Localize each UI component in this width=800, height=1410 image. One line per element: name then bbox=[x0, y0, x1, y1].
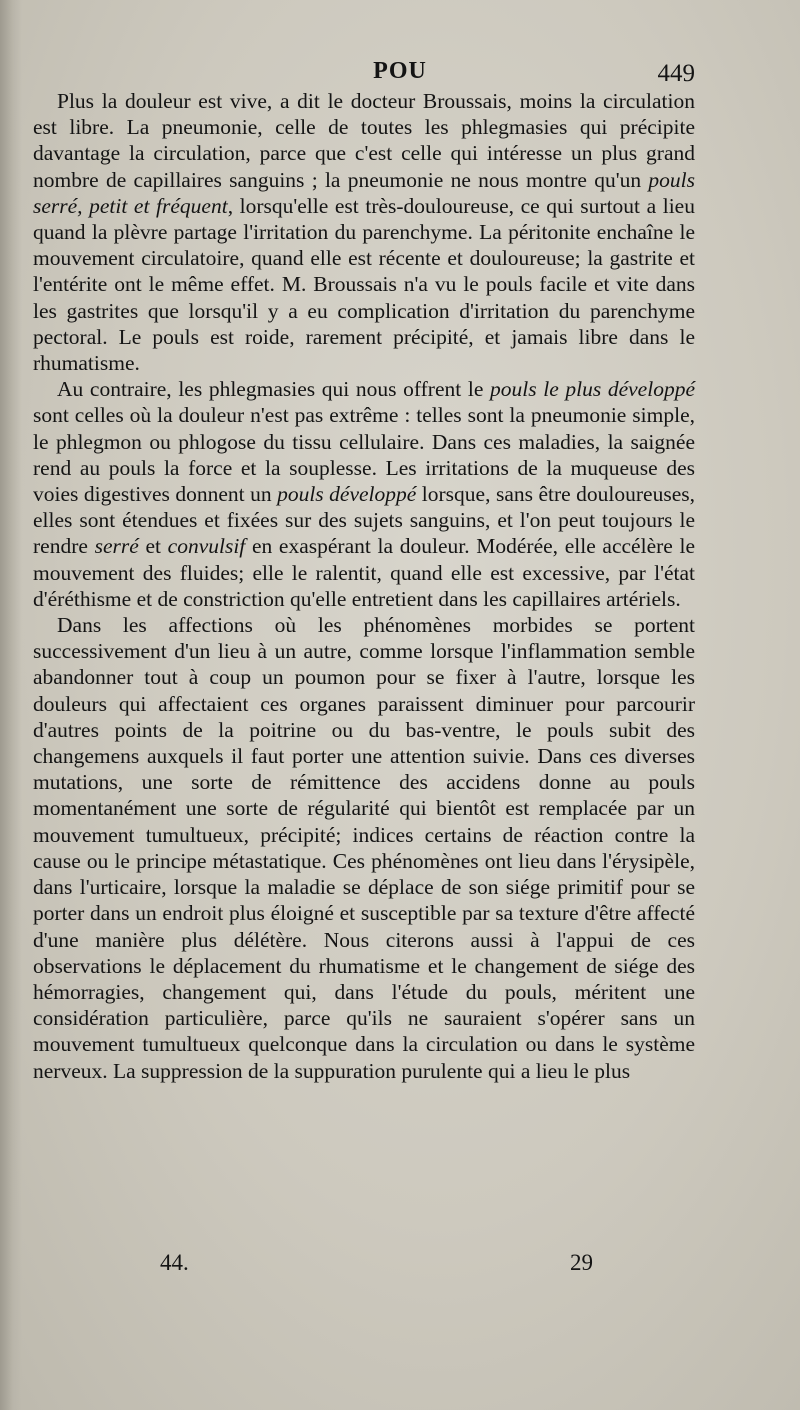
text-run: et bbox=[138, 534, 168, 559]
text-run: , lorsqu'elle est très-douloureuse, ce qui surtout a lieu quand la plèvre partage l'irritation du parenchyme. La péritonite enchaîne le mouvement circulatoire, quand elle est récente et douloureuse; la gastrite et l'entérite ont le même effet. M. Broussais n'a vu le pouls facile et vite dans les gastrites que lorsqu'il y a eu complication d'irritation du parenchyme pectoral. Le pouls est roide, rarement précipité, et jamais libre dans le rhumatisme. bbox=[33, 193, 695, 376]
text-run: en exaspérant la douleur. Modérée, elle accélère le mouvement des fluides; elle le ralentit, quand elle est excessive, par l'état d'éréthisme et de constriction qu'elle entretient dans les capillaires artériels. bbox=[33, 534, 696, 611]
paragraph bbox=[33, 612, 695, 1084]
italic-run: pouls serré, petit et fréquent bbox=[33, 167, 695, 218]
page-number: 449 bbox=[657, 60, 695, 87]
italic-run: serré bbox=[94, 534, 139, 559]
paragraph bbox=[33, 376, 695, 612]
running-head: POU bbox=[373, 58, 427, 84]
text-run: sont celles où la douleur n'est pas extrême : telles sont la pneumonie simple, le phlegmon ou phlogose du tissu cellulaire. Dans ces maladies, la saignée rend au pouls la force et la souplesse. Les irritations de la muqueuse des voies digestives donnent un bbox=[33, 403, 695, 507]
text-run: Dans les affections où les phénomènes morbides se portent successivement d'un lieu à un autre, comme lorsque l'inflammation semble abandonner tout à coup un poumon pour se fixer à l'autre, lorsque les douleurs qui affectaient ces organes paraissent diminuer pour parcourir d'autres points de la poitrine ou du bas-ventre, le pouls subit des changemens auxquels il faut porter une attention suivie. Dans ces diverses mutations, une sorte de rémittence des accidens donne au pouls momentanément une sorte de régularité qui bientôt est remplacée par un mouvement tumultueux, précipité; indices certains de réaction contre la cause ou le principe métastatique. Ces phénomènes ont lieu dans l'érysipèle, dans l'urticaire, lorsque la maladie se déplace de son siége primitif pour se porter dans un endroit plus éloigné et susceptible par sa texture d'être affecté d'une manière plus délétère. Nous citerons aussi à l'appui de ces observations le déplacement du rhumatisme et le changement de siége des hémorragies, changement qui, dans l'étude du pouls, méritent une considération particulière, parce qu'ils ne sauraient s'opérer sans un mouvement tumultueux quelconque dans la circulation ou dans le système nerveux. La suppression de la suppuration purulente qui a lieu le plus bbox=[33, 613, 695, 1083]
italic-run: convulsif bbox=[167, 534, 246, 559]
text-run: Plus la douleur est vive, a dit le docteur Broussais, moins la circulation est libre. La pneumonie, celle de toutes les phlegmasies qui précipite davantage la circulation, parce que c'est celle qui intéresse un plus grand nombre de capillaires sanguins ; la pneumonie ne nous montre qu'un bbox=[33, 89, 695, 192]
paragraph bbox=[33, 88, 695, 376]
page-gutter-shadow bbox=[0, 0, 22, 1410]
page-footer bbox=[0, 1250, 800, 1290]
body-text bbox=[33, 88, 695, 1084]
italic-run: pouls développé bbox=[277, 482, 417, 507]
sheet-number: 29 bbox=[570, 1250, 593, 1275]
text-run: lorsque, sans être douloureuses, elles sont étendues et fixées sur des sujets sanguins, et l'on peut toujours le rendre bbox=[33, 482, 695, 559]
italic-run: pouls le plus développé bbox=[490, 377, 695, 402]
text-run: Au contraire, les phlegmasies qui nous offrent le bbox=[57, 377, 490, 402]
signature-mark: 44. bbox=[160, 1250, 189, 1275]
